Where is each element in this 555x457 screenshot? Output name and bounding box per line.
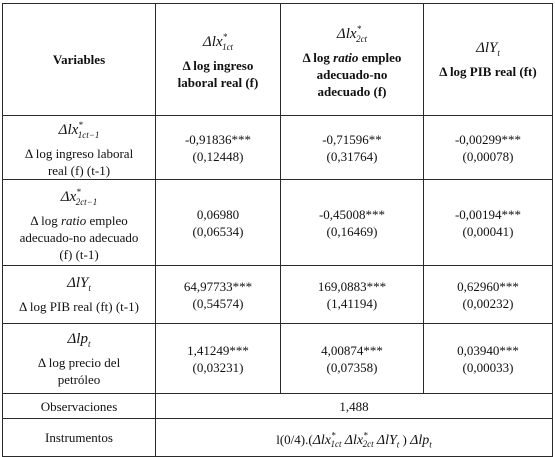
col1-line2: laboral real (f) (177, 75, 259, 90)
col2-line2: adecuado-no (316, 66, 388, 82)
table-row (3, 266, 553, 324)
coefficient: 0,62960*** (457, 278, 519, 294)
header-col2 (281, 4, 424, 116)
row-label (3, 180, 156, 266)
standard-error: (0,00078) (462, 148, 514, 164)
coefficient: -0,00194*** (454, 206, 522, 222)
row3-symbol: ΔlY$_t$ (67, 275, 91, 293)
row2-label-line3: (f) (t-1) (59, 246, 99, 262)
coef-cell (424, 266, 553, 324)
coefficient: 64,97733*** (183, 278, 253, 294)
row4-label-line1: Δ log precio del (37, 354, 121, 370)
row-label (3, 324, 156, 394)
coefficient: 0,03940*** (457, 342, 519, 358)
standard-error: (0,00232) (462, 295, 514, 311)
observations-label: Observaciones (40, 398, 118, 414)
coefficient: 0,06980 (196, 206, 240, 222)
coefficient: 4,00874*** (321, 342, 383, 358)
header-col1 (156, 4, 281, 116)
coef-cell (424, 180, 553, 266)
coef-cell (281, 180, 424, 266)
coefficient: -0,45008*** (318, 206, 386, 222)
regression-table (2, 3, 553, 457)
standard-error: (0,07358) (326, 359, 378, 375)
instruments-label: Instrumentos (45, 430, 113, 445)
table-row (3, 116, 553, 180)
row4-label-line2: petróleo (57, 371, 101, 387)
standard-error: (0,03231) (192, 359, 244, 375)
row2-symbol: $\Delta x^*_{2ct-1}$ (60, 186, 98, 207)
coef-cell (281, 266, 424, 324)
coef-cell (156, 116, 281, 180)
coefficient: -0,00299*** (454, 131, 522, 147)
table-container (2, 3, 553, 457)
coef-cell (424, 324, 553, 394)
standard-error: (0,00033) (462, 359, 514, 375)
standard-error: (0,12448) (192, 148, 244, 164)
instruments-label-cell (3, 419, 156, 457)
standard-error: (0,31764) (326, 148, 378, 164)
standard-error: (0,54574) (192, 295, 244, 311)
col1-symbol: Δlx*$_{1ct}$ (202, 32, 234, 52)
col2-line1: Δ log ratio empleo (302, 49, 402, 65)
coef-cell (424, 116, 553, 180)
header-col3 (424, 4, 553, 116)
standard-error: (0,00041) (462, 223, 514, 239)
row3-label-line1: Δ log PIB real (ft) (t-1) (19, 299, 139, 314)
col2-line3: adecuado (f) (317, 83, 387, 99)
row2-label-line1: Δ log ratio empleo (30, 212, 128, 228)
coefficient: 169,0883*** (317, 278, 387, 294)
coef-cell (281, 324, 424, 394)
row2-label-line2: adecuado-no adecuado (19, 229, 139, 245)
standard-error: (0,06534) (192, 223, 244, 239)
row-label (3, 116, 156, 180)
coefficient: -0,71596** (322, 131, 382, 147)
coef-cell (156, 266, 281, 324)
instruments-row (3, 419, 553, 457)
standard-error: (0,16469) (326, 223, 378, 239)
row1-symbol: Δlx*$_{1ct-1}$ (58, 120, 100, 140)
observations-label-cell (3, 394, 156, 419)
header-variables (3, 4, 156, 116)
col3-line1: Δ log PIB real (ft) (439, 64, 537, 79)
row1-label-line2: real (f) (t-1) (47, 163, 111, 178)
instruments-value-cell (156, 419, 553, 457)
observations-row (3, 394, 553, 419)
coefficient: -0,91836*** (184, 131, 252, 147)
instruments-formula: l(0/4).(Δlx*$_{1ct}$ Δlx*$_{2ct}$ ΔlY$_t$ ) Δlp$_t$ (276, 430, 432, 450)
standard-error: (1,41194) (326, 295, 378, 311)
table-row (3, 180, 553, 266)
row4-symbol: Δlp$_t$ (67, 330, 91, 349)
coef-cell (156, 180, 281, 266)
col3-symbol: ΔlY$_t$ (476, 40, 500, 58)
header-row (3, 4, 553, 116)
coef-cell (281, 116, 424, 180)
col1-line1: Δ log ingreso (182, 58, 254, 73)
coef-cell (156, 324, 281, 394)
row-label (3, 266, 156, 324)
observations-value: 1,488 (339, 398, 369, 414)
col2-symbol: Δlx*$_{2ct}$ (336, 23, 368, 44)
coefficient: 1,41249*** (187, 342, 249, 358)
variables-label: Variables (52, 52, 106, 67)
table-row (3, 324, 553, 394)
observations-value-cell (156, 394, 553, 419)
row1-label-line1: Δ log ingreso laboral (24, 146, 134, 161)
